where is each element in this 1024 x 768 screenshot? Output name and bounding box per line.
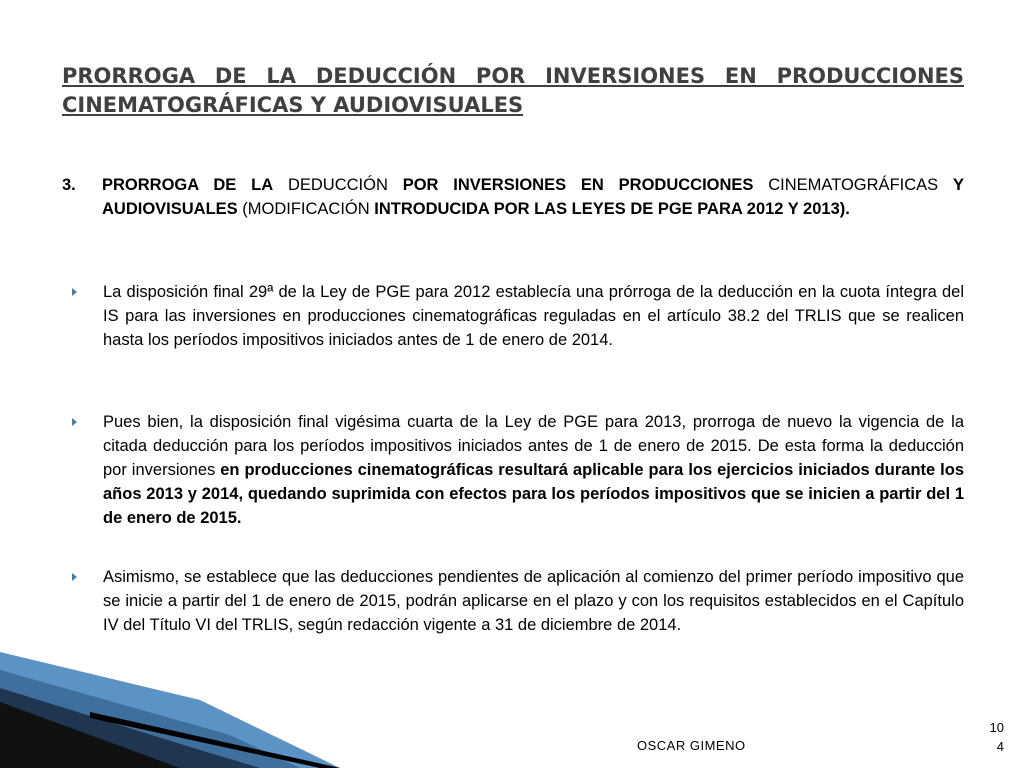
- bullet-plain-text: La disposición final 29ª de la Ley de PGE para 2012 establecía una prórroga de la deducción en la cuota íntegra del IS para las inversiones en producciones cinematográficas reguladas en el artículo 38.2 del TRLIS que se realicen hasta los períodos impositivos iniciados antes de 1 de enero de 2014.: [103, 283, 964, 349]
- bullet-text: [103, 410, 964, 530]
- corner-decoration: [0, 640, 340, 768]
- bullet-bold-text: en producciones cinematográficas resultará aplicable para los ejercicios iniciados durante los años 2013 y 2014, quedando suprimida con efectos para los períodos impositivos que se inicien a partir del 1 de enero de 2015.: [103, 461, 964, 527]
- heading-part: CINEMATOGRÁFICAS: [753, 176, 953, 194]
- bullet-arrow-icon: [72, 288, 77, 296]
- heading-part: INTRODUCIDA POR LAS LEYES DE PGE PARA 2012 Y 2013).: [374, 200, 850, 218]
- heading-part: PRORROGA DE LA: [102, 176, 274, 194]
- footer-author: OSCAR GIMENO: [637, 738, 746, 753]
- section-heading: [62, 173, 964, 221]
- bullet-arrow-icon: [72, 418, 77, 426]
- bullet-item: [72, 280, 964, 352]
- slide-title: PRORROGA DE LA DEDUCCIÓN POR INVERSIONES EN PRODUCCIONES CINEMATOGRÁFICAS Y AUDIOVISUALES: [62, 64, 964, 117]
- section-number: 3.: [62, 176, 76, 194]
- page-number-line: 10: [989, 720, 1004, 735]
- page-number-line: 4: [996, 739, 1004, 754]
- bullet-text: [103, 565, 964, 637]
- heading-part: POR INVERSIONES EN PRODUCCIONES: [402, 176, 754, 194]
- bullet-item: [72, 565, 964, 637]
- page-number: [982, 718, 1004, 756]
- bullet-arrow-icon: [72, 573, 77, 581]
- bullet-item: [72, 410, 964, 530]
- bullet-plain-text: Asimismo, se establece que las deducciones pendientes de aplicación al comienzo del primer período impositivo que se inicie a partir del 1 de enero de 2015, podrán aplicarse en el plazo y con los requisitos establecidos en el Capítulo IV del Título VI del TRLIS, según redacción vigente a 31 de diciembre de 2014.: [103, 568, 964, 634]
- section-heading-text: [102, 173, 964, 221]
- heading-part: Y AUDIOVISUALES: [102, 176, 964, 218]
- heading-part: (MODIFICACIÓN: [237, 200, 375, 218]
- bullet-text: [103, 280, 964, 352]
- heading-part: DEDUCCIÓN: [273, 176, 403, 194]
- bullet-plain-text: Pues bien, la disposición final vigésima cuarta de la Ley de PGE para 2013, prorroga de nuevo la vigencia de la citada deducción para los períodos impositivos iniciados antes de 1 de enero de 2015. De esta forma la deducción por inversiones: [103, 413, 964, 479]
